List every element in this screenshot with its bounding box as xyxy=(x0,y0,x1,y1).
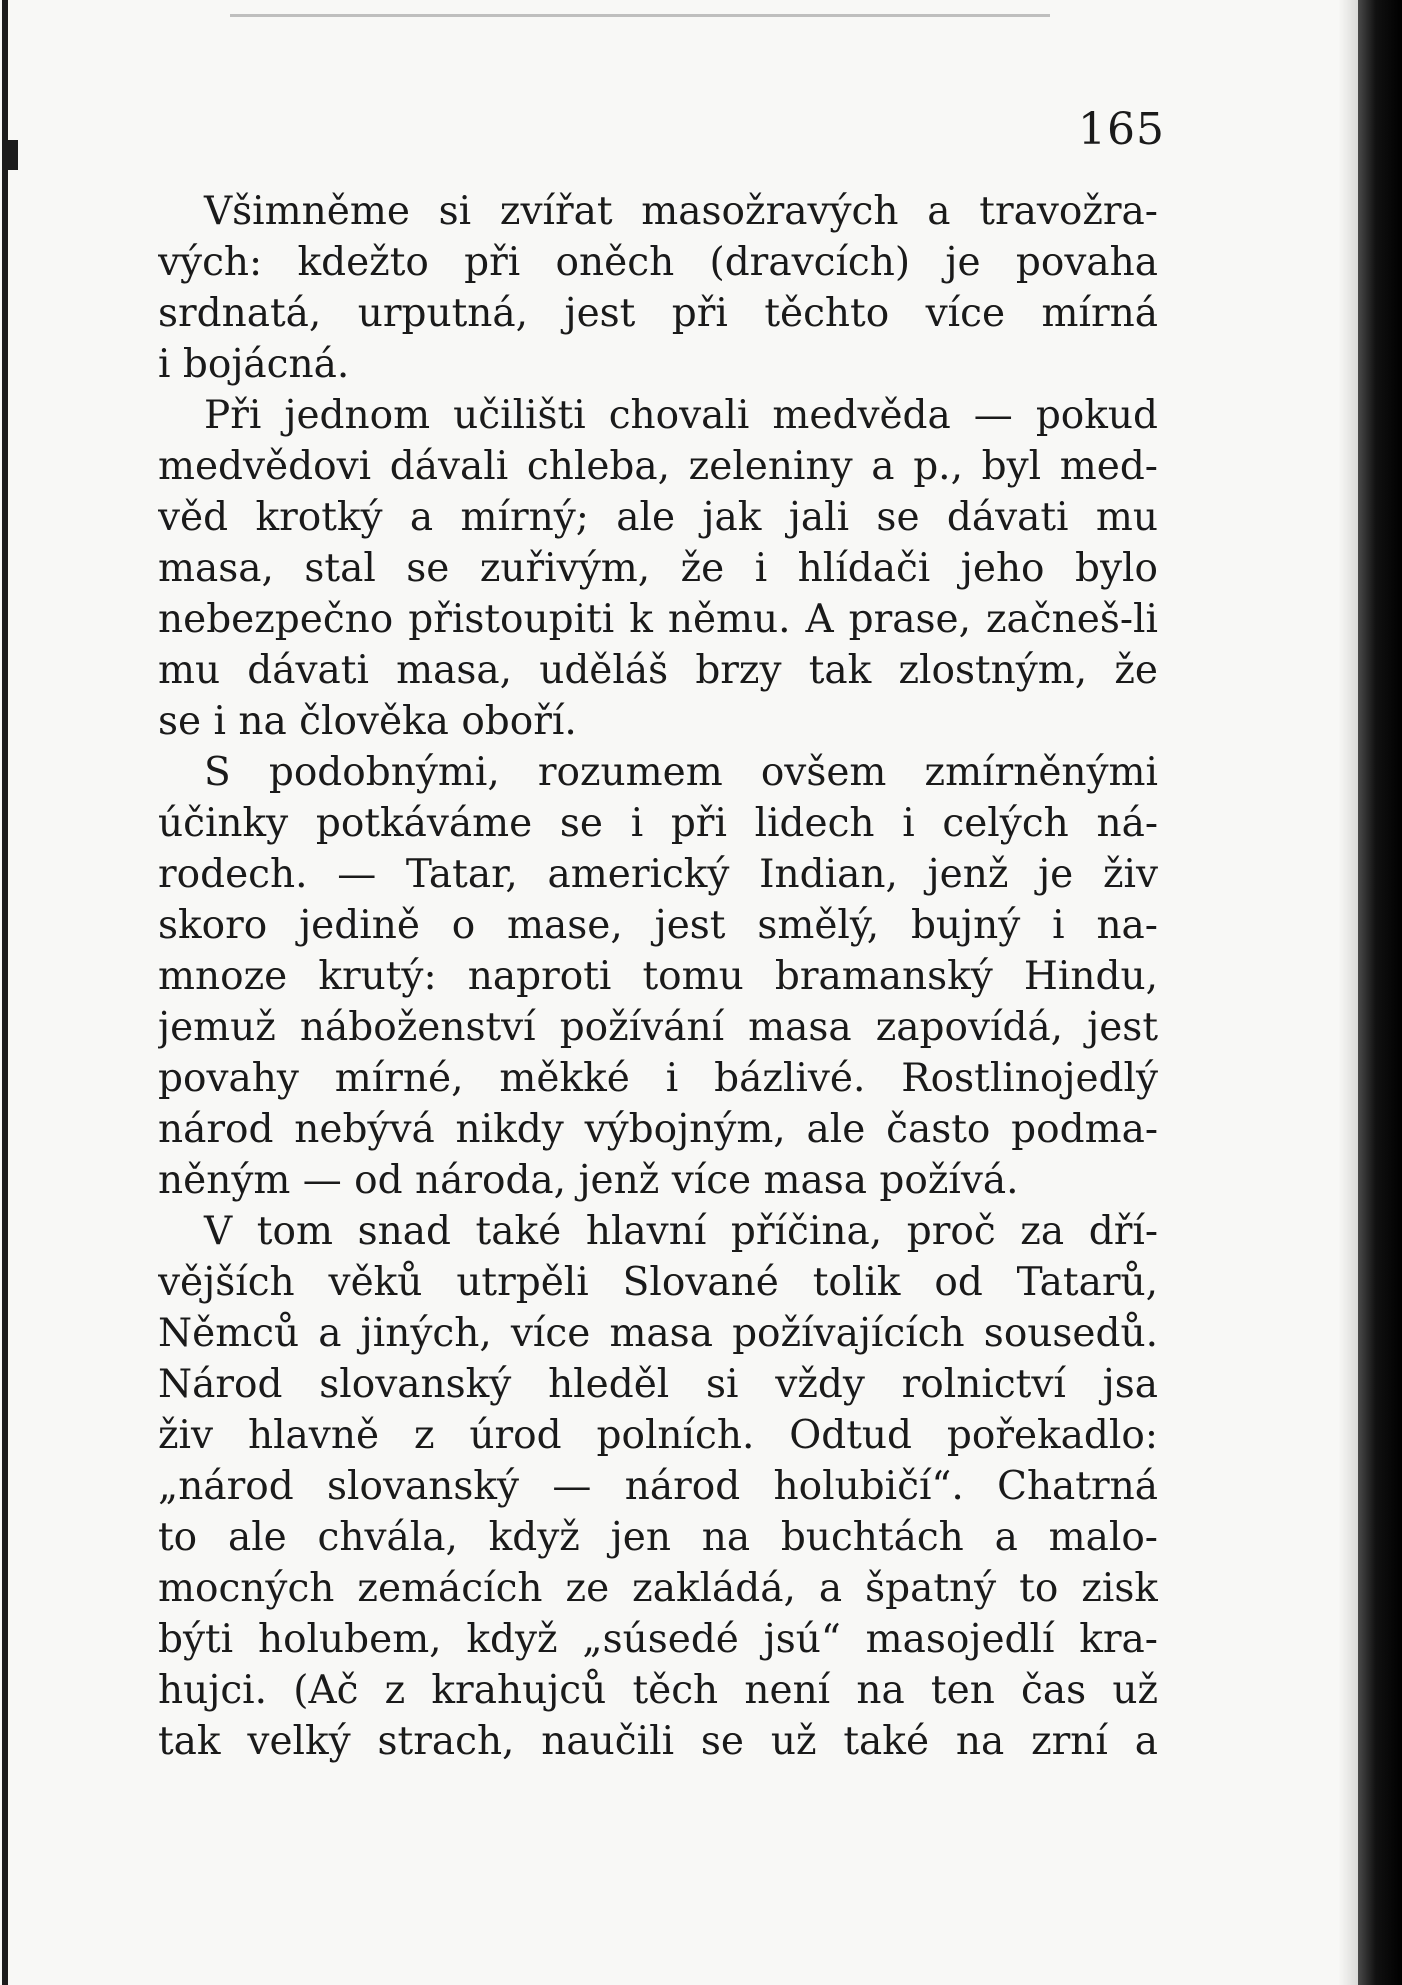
text-line: povahy mírné, měkké i bázlivé. Rostlinojedlý xyxy=(158,1056,1158,1101)
text-line: vých: kdežto při oněch (dravcích) je povaha xyxy=(158,240,1158,285)
text-line: jemuž náboženství požívání masa zapovídá, jest xyxy=(158,1005,1158,1050)
text-line: masa, stal se zuřivým, že i hlídači jeho bylo xyxy=(158,546,1158,591)
text-line: národ nebývá nikdy výbojným, ale často podma- xyxy=(158,1107,1158,1152)
text-line: mu dávati masa, uděláš brzy tak zlostným, že xyxy=(158,648,1158,693)
text-line: býti holubem, když „súsedé jsú“ masojedlí kra- xyxy=(158,1617,1158,1662)
text-line: živ hlavně z úrod polních. Odtud pořekadlo: xyxy=(158,1413,1158,1458)
page-top-line xyxy=(230,14,1050,17)
text-line: S podobnými, rozumem ovšem zmírněnými xyxy=(204,750,1158,795)
text-line: V tom snad také hlavní příčina, proč za dří- xyxy=(204,1209,1158,1254)
page-right-edge xyxy=(1358,0,1402,1985)
text-line: Při jednom učilišti chovali medvěda — pokud xyxy=(204,393,1158,438)
text-line: rodech. — Tatar, americký Indian, jenž je živ xyxy=(158,852,1158,897)
text-line: věd krotký a mírný; ale jak jali se dávati mu xyxy=(158,495,1158,540)
page-left-edge xyxy=(2,0,8,1985)
text-line: „národ slovanský — národ holubičí“. Chatrná xyxy=(158,1464,1158,1509)
text-line: tak velký strach, naučili se už také na zrní a xyxy=(158,1719,1158,1764)
page-left-mark xyxy=(2,140,18,170)
text-line: skoro jedině o mase, jest smělý, bujný i na- xyxy=(158,903,1158,948)
text-line: Národ slovanský hleděl si vždy rolnictví jsa xyxy=(158,1362,1158,1407)
text-line: něným — od národa, jenž více masa požívá. xyxy=(158,1158,1019,1203)
text-line: nebezpečno přistoupiti k němu. A prase, začneš-li xyxy=(158,597,1158,642)
text-line: vějších věků utrpěli Slované tolik od Tatarů, xyxy=(158,1260,1158,1305)
text-line: Všimněme si zvířat masožravých a travožra- xyxy=(204,189,1158,234)
text-line: hujci. (Ač z krahujců těch není na ten čas už xyxy=(158,1668,1158,1713)
text-line: se i na člověka oboří. xyxy=(158,699,577,744)
text-line: to ale chvála, když jen na buchtách a malo- xyxy=(158,1515,1158,1560)
text-line: účinky potkáváme se i při lidech i celých ná- xyxy=(158,801,1158,846)
text-line: mocných zemácích ze zakládá, a špatný to zisk xyxy=(158,1566,1158,1611)
page-number: 165 xyxy=(1078,104,1165,155)
text-line: i bojácná. xyxy=(158,342,350,387)
body-text xyxy=(158,186,1158,1767)
page-gutter-shadow xyxy=(1338,0,1358,1985)
text-line: srdnatá, urputná, jest při těchto více mírná xyxy=(158,291,1158,336)
text-line: mnoze krutý: naproti tomu bramanský Hindu, xyxy=(158,954,1158,999)
text-line: Němců a jiných, více masa požívajících sousedů. xyxy=(158,1311,1158,1356)
text-line: medvědovi dávali chleba, zeleniny a p., byl med- xyxy=(158,444,1158,489)
